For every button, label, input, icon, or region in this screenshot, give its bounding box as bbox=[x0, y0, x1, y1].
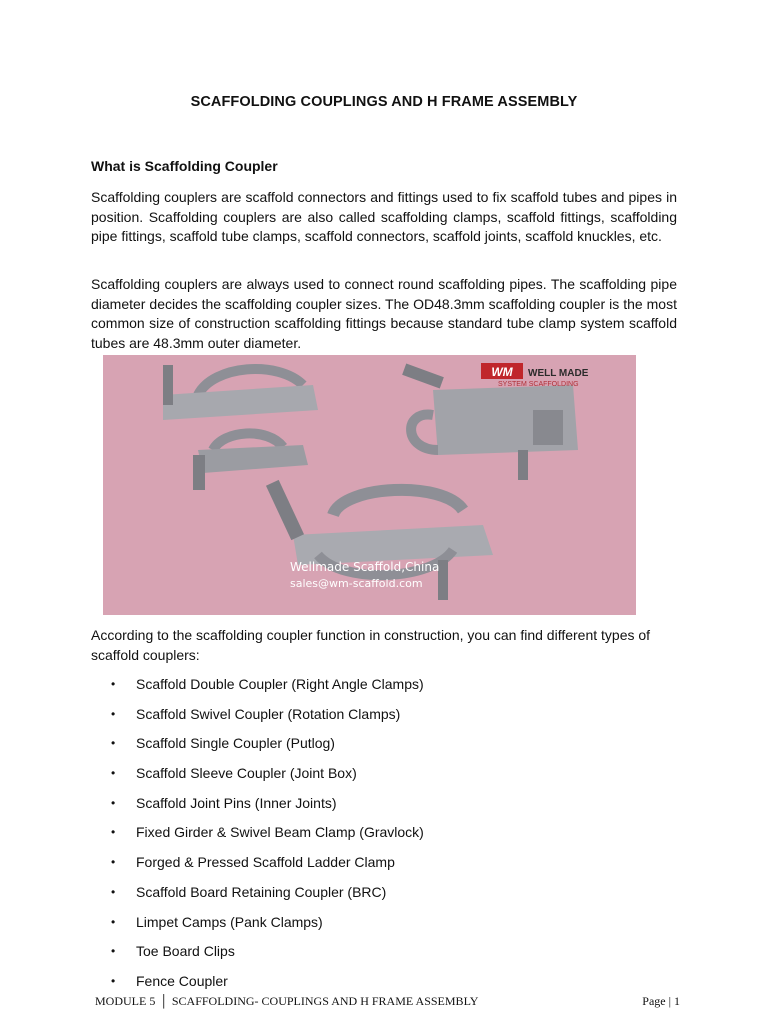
bullet-icon: • bbox=[111, 825, 116, 840]
list-item bbox=[91, 704, 424, 734]
bullet-icon: • bbox=[111, 706, 116, 721]
list-item bbox=[91, 852, 424, 882]
bullet-icon: • bbox=[111, 795, 116, 810]
list-item bbox=[91, 822, 424, 852]
list-item-text: Limpet Camps (Pank Clamps) bbox=[136, 913, 323, 930]
list-item-text: Fixed Girder & Swivel Beam Clamp (Gravlock) bbox=[136, 824, 424, 841]
list-item-text: Forged & Pressed Scaffold Ladder Clamp bbox=[136, 854, 395, 871]
list-item bbox=[91, 674, 424, 704]
footer-module bbox=[95, 994, 478, 1009]
photo-caption-company: Wellmade Scaffold,China bbox=[290, 560, 440, 574]
list-item bbox=[91, 733, 424, 763]
footer-page-label: Page bbox=[642, 994, 666, 1008]
paragraph-definition: Scaffolding couplers are scaffold connectors and fittings used to fix scaffold tubes and pipes in position. Scaffolding couplers are also called scaffolding clamps, scaffold fittings, scaffolding pipe fittings, scaffold tube clamps, scaffold connectors, scaffold joints, scaffold knuckles, etc. bbox=[91, 189, 677, 244]
bullet-icon: • bbox=[111, 736, 116, 751]
section-heading: What is Scaffolding Coupler bbox=[91, 158, 278, 174]
list-item-text: Scaffold Double Coupler (Right Angle Clamps) bbox=[136, 676, 424, 692]
footer-page-number bbox=[642, 994, 680, 1009]
footer-page-separator: | bbox=[668, 994, 671, 1008]
bullet-icon: • bbox=[111, 973, 116, 988]
logo-subtext: SYSTEM SCAFFOLDING bbox=[498, 381, 579, 388]
list-item bbox=[91, 763, 424, 793]
coupler-illustration bbox=[103, 355, 636, 615]
paragraph-types-intro: According to the scaffolding coupler function in construction, you can find different types of scaffold couplers: bbox=[91, 627, 651, 663]
bullet-icon: • bbox=[111, 914, 116, 929]
coupler-photo bbox=[103, 355, 636, 615]
paragraph-sizes: Scaffolding couplers are always used to connect round scaffolding pipes. The scaffolding pipe diameter decides the scaffolding coupler sizes. The OD48.3mm scaffolding coupler is the most common size of construction scaffolding fittings because standard tube clamp system scaffold tubes are 48.3mm outer diameter. bbox=[91, 276, 677, 351]
photo-caption-email: sales@wm-scaffold.com bbox=[290, 577, 423, 590]
page-footer bbox=[95, 994, 680, 1012]
bullet-icon: • bbox=[111, 677, 116, 691]
list-item-text: Scaffold Joint Pins (Inner Joints) bbox=[136, 794, 337, 811]
list-item bbox=[91, 912, 424, 942]
footer-section-title: SCAFFOLDING- COUPLINGS AND H FRAME ASSEMBLY bbox=[171, 994, 479, 1008]
footer-module-label: MODULE 5 bbox=[95, 994, 156, 1008]
list-item-text: Scaffold Swivel Coupler (Rotation Clamps) bbox=[136, 705, 401, 722]
list-item bbox=[91, 793, 424, 823]
list-item-text: Fence Coupler bbox=[136, 972, 228, 989]
bullet-icon: • bbox=[111, 766, 116, 781]
list-item bbox=[91, 882, 424, 912]
footer-page-value: 1 bbox=[674, 994, 680, 1008]
list-item bbox=[91, 941, 424, 971]
bullet-icon: • bbox=[111, 944, 116, 959]
list-item-text: Scaffold Board Retaining Coupler (BRC) bbox=[136, 883, 387, 900]
logo-text: WELL MADE bbox=[528, 368, 589, 379]
bullet-icon: • bbox=[111, 884, 116, 899]
document-title: SCAFFOLDING COUPLINGS AND H FRAME ASSEMBLY bbox=[190, 94, 578, 110]
bullet-icon: • bbox=[111, 855, 116, 870]
list-item-text: Toe Board Clips bbox=[136, 943, 235, 960]
coupler-types-list bbox=[91, 674, 424, 1001]
list-item-text: Scaffold Sleeve Coupler (Joint Box) bbox=[136, 765, 357, 782]
list-item-text: Scaffold Single Coupler (Putlog) bbox=[136, 735, 335, 752]
logo-mark: WM bbox=[491, 365, 513, 379]
footer-separator: │ bbox=[159, 994, 168, 1008]
